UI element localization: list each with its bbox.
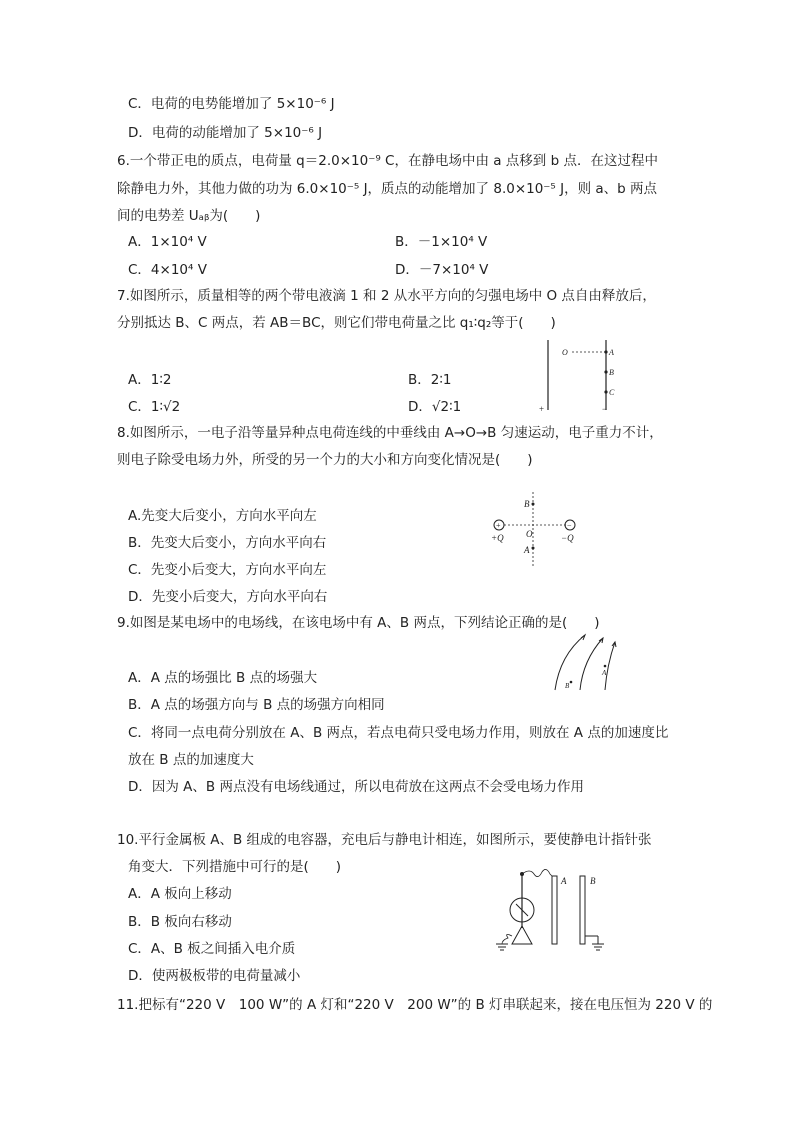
q8-label-minus-q: −Q bbox=[561, 533, 574, 543]
q8-label-o: O bbox=[526, 529, 533, 539]
q10-label-a: A bbox=[561, 876, 567, 886]
q10-electroscope-capacitor-figure bbox=[490, 866, 615, 956]
q7-electric-field-figure bbox=[530, 338, 630, 418]
q9-arrow-1 bbox=[581, 635, 585, 640]
q6-option-b: B．－1×10⁴ V bbox=[395, 234, 488, 250]
q5-option-c: C．电荷的电势能增加了 5×10⁻⁶ J bbox=[128, 96, 335, 112]
q9-label-b: B bbox=[565, 682, 570, 690]
q10-option-d: D．使两极板带的电荷量减小 bbox=[128, 968, 301, 984]
q10-connecting-wire bbox=[522, 869, 552, 876]
q8-point-b bbox=[532, 503, 535, 506]
q8-point-a bbox=[532, 547, 535, 550]
q6-stem-line3: 间的电势差 Uₐᵦ为( ) bbox=[117, 208, 261, 224]
q7-label-b: B bbox=[609, 368, 614, 377]
q9-field-lines-figure bbox=[545, 630, 630, 695]
q8-label-b: B bbox=[524, 499, 530, 509]
q7-option-c: C．1∶√2 bbox=[128, 399, 181, 415]
q10-option-b: B．B 板向右移动 bbox=[128, 914, 232, 930]
q8-dipole-figure bbox=[487, 490, 587, 572]
q7-option-d: D．√2∶1 bbox=[408, 399, 462, 415]
q7-label-a: A bbox=[609, 348, 614, 357]
q7-label-o: O bbox=[562, 348, 568, 357]
q7-point-b bbox=[604, 370, 607, 373]
q10-plate-b bbox=[580, 876, 585, 944]
q9-field-line-2 bbox=[580, 638, 603, 690]
q9-option-a: A．A 点的场强比 B 点的场强大 bbox=[128, 670, 318, 686]
q7-option-a: A．1∶2 bbox=[128, 372, 172, 388]
q8-option-a: A.先变大后变小，方向水平向左 bbox=[128, 508, 317, 524]
q9-label-a: A bbox=[602, 669, 607, 677]
q8-label-a: A bbox=[524, 545, 530, 555]
q7-label-plus: + bbox=[539, 404, 545, 414]
q9-point-a bbox=[604, 665, 607, 668]
q7-stem-line2: 分别抵达 B、C 两点，若 AB＝BC，则它们带电荷量之比 q₁∶q₂等于( ) bbox=[117, 315, 556, 331]
q10-option-c: C．A、B 板之间插入电介质 bbox=[128, 941, 296, 957]
q10-plate-a bbox=[552, 876, 557, 944]
q8-minus-sign: − bbox=[567, 521, 572, 530]
q10-stem-line2: 角变大．下列措施中可行的是( ) bbox=[128, 859, 342, 875]
q9-option-c-line1: C．将同一点电荷分别放在 A、B 两点，若点电荷只受电场力作用，则放在 A 点的加速度比 bbox=[128, 725, 669, 741]
q6-option-d: D．－7×10⁴ V bbox=[395, 262, 489, 278]
q7-point-a bbox=[604, 350, 607, 353]
q9-stem: 9.如图是某电场中的电场线，在该电场中有 A、B 两点，下列结论正确的是( ) bbox=[117, 615, 600, 631]
q8-label-plus-q: +Q bbox=[491, 533, 504, 543]
q8-option-d: D．先变小后变大，方向水平向右 bbox=[128, 589, 328, 605]
q5-option-d: D．电荷的动能增加了 5×10⁻⁶ J bbox=[128, 125, 323, 141]
q9-option-d: D．因为 A、B 两点没有电场线通过，所以电荷放在这两点不会受电场力作用 bbox=[128, 779, 584, 795]
q6-stem-line2: 除静电力外，其他力做的功为 6.0×10⁻⁵ J，质点的动能增加了 8.0×10⁻⁵ J，则 a、b 两点 bbox=[117, 181, 658, 197]
q10-option-a: A．A 板向上移动 bbox=[128, 886, 232, 902]
q9-option-c-line2: 放在 B 点的加速度大 bbox=[128, 752, 254, 768]
q6-option-c: C．4×10⁴ V bbox=[128, 262, 207, 278]
q10-ground-wire-left bbox=[502, 934, 512, 944]
q10-stem-line1: 10.平行金属板 A、B 组成的电容器，充电后与静电计相连，如图所示，要使静电计指针张 bbox=[117, 832, 652, 848]
q8-plus-sign: + bbox=[496, 521, 501, 530]
q8-option-b: B．先变大后变小，方向水平向右 bbox=[128, 535, 327, 551]
q7-label-minus: − bbox=[602, 404, 608, 414]
q10-label-b: B bbox=[590, 876, 596, 886]
q7-label-c: C bbox=[609, 388, 615, 397]
q11-stem-line1: 11.把标有“220 V 100 W”的 A 灯和“220 V 200 W”的 B 灯串联起来，接在电压恒为 220 V 的 bbox=[117, 997, 713, 1013]
q6-option-a: A．1×10⁴ V bbox=[128, 234, 207, 250]
q7-stem-line1: 7.如图所示，质量相等的两个带电液滴 1 和 2 从水平方向的匀强电场中 O 点自由释放后， bbox=[117, 288, 656, 304]
q7-option-b: B．2∶1 bbox=[408, 372, 452, 388]
q8-option-c: C．先变小后变大，方向水平向左 bbox=[128, 562, 327, 578]
q10-electroscope-base bbox=[512, 926, 532, 944]
q8-stem-line1: 8.如图所示，一电子沿等量异种点电荷连线的中垂线由 A→O→B 匀速运动，电子重力不计， bbox=[117, 425, 663, 441]
q6-stem-line1: 6.一个带正电的质点，电荷量 q＝2.0×10⁻⁹ C，在静电场中由 a 点移到 b 点．在这过程中 bbox=[117, 153, 658, 169]
q7-point-c bbox=[604, 390, 607, 393]
q9-field-line-3 bbox=[605, 642, 615, 690]
q9-option-b: B．A 点的场强方向与 B 点的场强方向相同 bbox=[128, 697, 385, 713]
q9-point-b bbox=[570, 681, 573, 684]
q8-stem-line2: 则电子除受电场力外，所受的另一个力的大小和方向变化情况是( ) bbox=[117, 452, 533, 468]
